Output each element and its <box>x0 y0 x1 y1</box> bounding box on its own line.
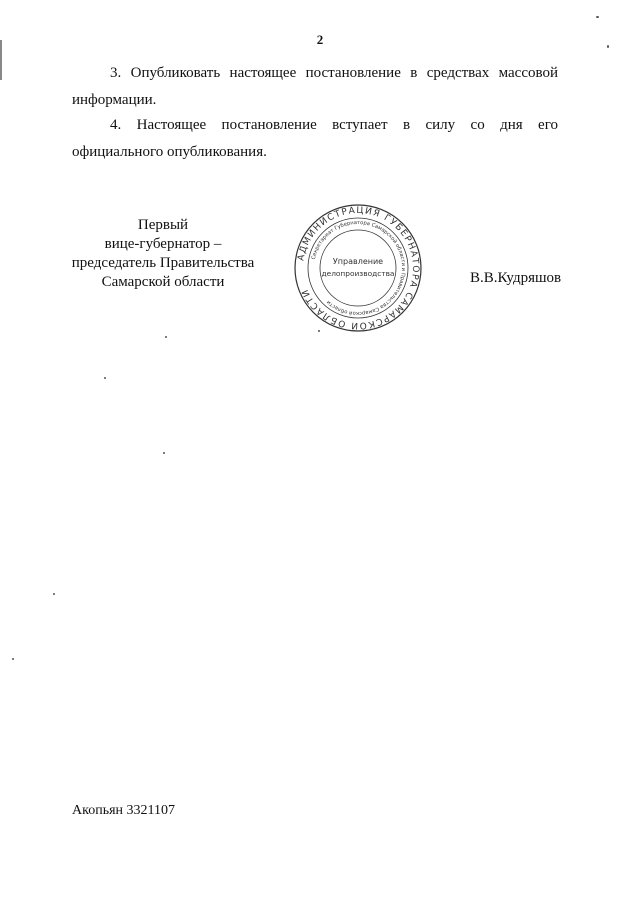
page-number: 2 <box>316 32 324 47</box>
paragraph-3-line-2: информации. <box>72 92 157 108</box>
paragraph-4-line-2: официального опубликования. <box>72 144 267 160</box>
seal-center-line-1: Управление <box>332 257 384 266</box>
scan-speck <box>165 336 167 338</box>
signer-title-line: Самарской области <box>101 274 225 290</box>
scan-speck <box>318 330 320 332</box>
signer-name: В.В.Кудряшов <box>470 270 562 286</box>
official-seal <box>293 203 423 333</box>
signer-title-line: председатель Правительства <box>71 255 255 271</box>
scan-speck <box>596 16 599 18</box>
paragraph-3 <box>72 60 558 114</box>
seal-middle-circle <box>308 218 408 318</box>
seal-center-line-2: делопроизводства <box>321 269 395 278</box>
scan-speck <box>104 377 106 379</box>
seal-inner-circle <box>320 230 396 306</box>
seal-inner-text: Секретариат Губернатора Самарской области и Правительства Самарской области <box>310 219 407 317</box>
paragraph-3-line-1: 3. Опубликовать настоящее постановление в средствах массовой <box>110 65 558 81</box>
scan-edge-mark <box>0 40 2 80</box>
signer-title-line: Первый <box>137 217 189 233</box>
scan-speck <box>163 452 165 454</box>
scan-speck <box>607 45 609 48</box>
signer-title <box>60 216 266 292</box>
scan-speck <box>12 658 14 660</box>
executor-note: Акопьян 3321107 <box>72 803 175 818</box>
seal-outer-text: АДМИНИСТРАЦИЯ ГУБЕРНАТОРА САМАРСКОЙ ОБЛАСТИ <box>296 205 421 331</box>
signer-title-line: вице-губернатор – <box>104 236 222 252</box>
paragraph-4 <box>72 112 558 166</box>
paragraph-4-line-1: 4. Настоящее постановление вступает в силу со дня его <box>110 117 558 133</box>
scan-speck <box>53 593 55 595</box>
